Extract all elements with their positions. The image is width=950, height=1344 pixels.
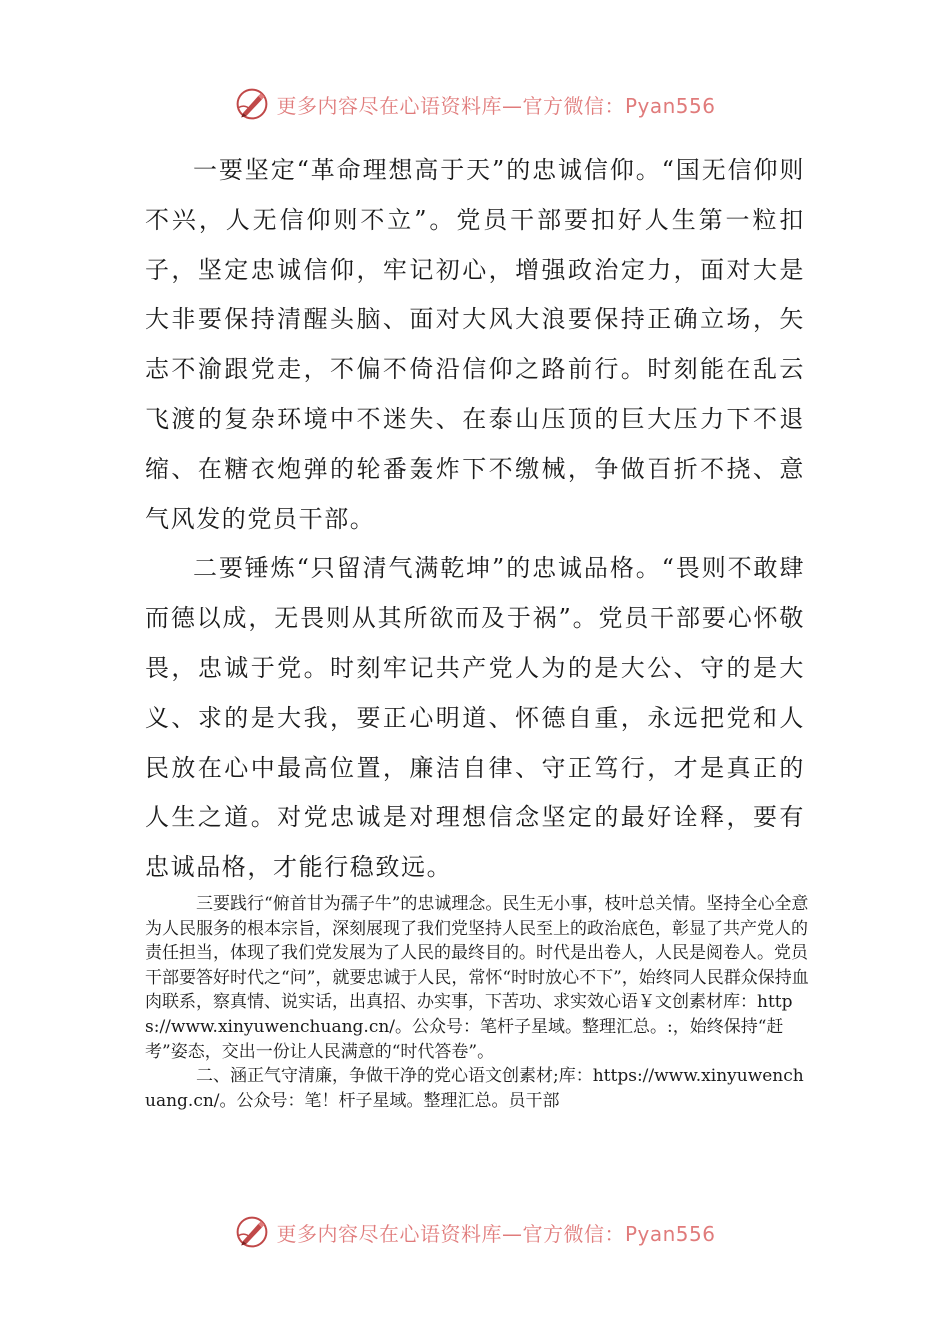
- body-small: [145, 892, 810, 1113]
- paragraph-2: 二要锤炼“只留清气满乾坤”的忠诚品格。“畏则不敢肆而德以成，无畏则从其所欲而及于祸”。党员干部要心怀敬畏，忠诚于党。时刻牢记共产党人为的是大公、守的是大义、求的是大我，要正心明道、怀德自重，永远把党和人民放在心中最高位置，廉洁自律、守正笃行，才是真正的人生之道。对党忠诚是对理想信念坚定的最好诠释，要有忠诚品格，才能行稳致远。: [145, 554, 805, 882]
- footer-banner: [0, 1210, 950, 1254]
- header-banner: [0, 82, 950, 126]
- paragraph-1: 一要坚定“革命理想高于天”的忠诚信仰。“国无信仰则不兴，人无信仰则不立”。党员干部要扣好人生第一粒扣子，坚定忠诚信仰，牢记初心，增强政治定力，面对大是大非要保持清醒头脑、面对大风大浪要保持正确立场，矢志不渝跟党走，不偏不倚沿信仰之路前行。时刻能在乱云飞渡的复杂环境中不迷失、在泰山压顶的巨大压力下不退缩、在糖衣炮弹的轮番轰炸下不缴械，争做百折不挠、意气风发的党员干部。: [145, 156, 805, 533]
- banner-text: 更多内容尽在心语资料库—官方微信：Pyan556: [276, 1221, 716, 1246]
- pen-nib-logo-icon: [234, 1214, 270, 1250]
- body-large: [145, 146, 805, 893]
- banner-text: 更多内容尽在心语资料库—官方微信：Pyan556: [276, 93, 716, 118]
- paragraph-3: 三要践行“俯首甘为孺子牛”的忠诚理念。民生无小事，枝叶总关情。坚持全心全意为人民服务的根本宗旨，深刻展现了我们党坚持人民至上的政治底色，彰显了共产党人的责任担当，体现了我们党发展为了人民的最终目的。时代是出卷人，人民是阅卷人。党员干部要答好时代之“问”，就要忠诚于人民，常怀“时时放心不下”，始终同人民群众保持血肉联系，察真情、说实话，出真招、办实事，下苦功、求实效心语￥文创素材库：https://www.xinyuwenchuang.cn/。公众号：笔杆子星域。整理汇总。:，始终保持“赶考”姿态，交出一份让人民满意的“时代答卷”。: [145, 894, 809, 1062]
- pen-nib-logo-icon: [234, 86, 270, 122]
- paragraph-4: 二、涵正气守清廉，争做干净的党心语文创素材;库：https://www.xinyuwenchuang.cn/。公众号：笔！杆子星域。整理汇总。员干部: [145, 1066, 804, 1111]
